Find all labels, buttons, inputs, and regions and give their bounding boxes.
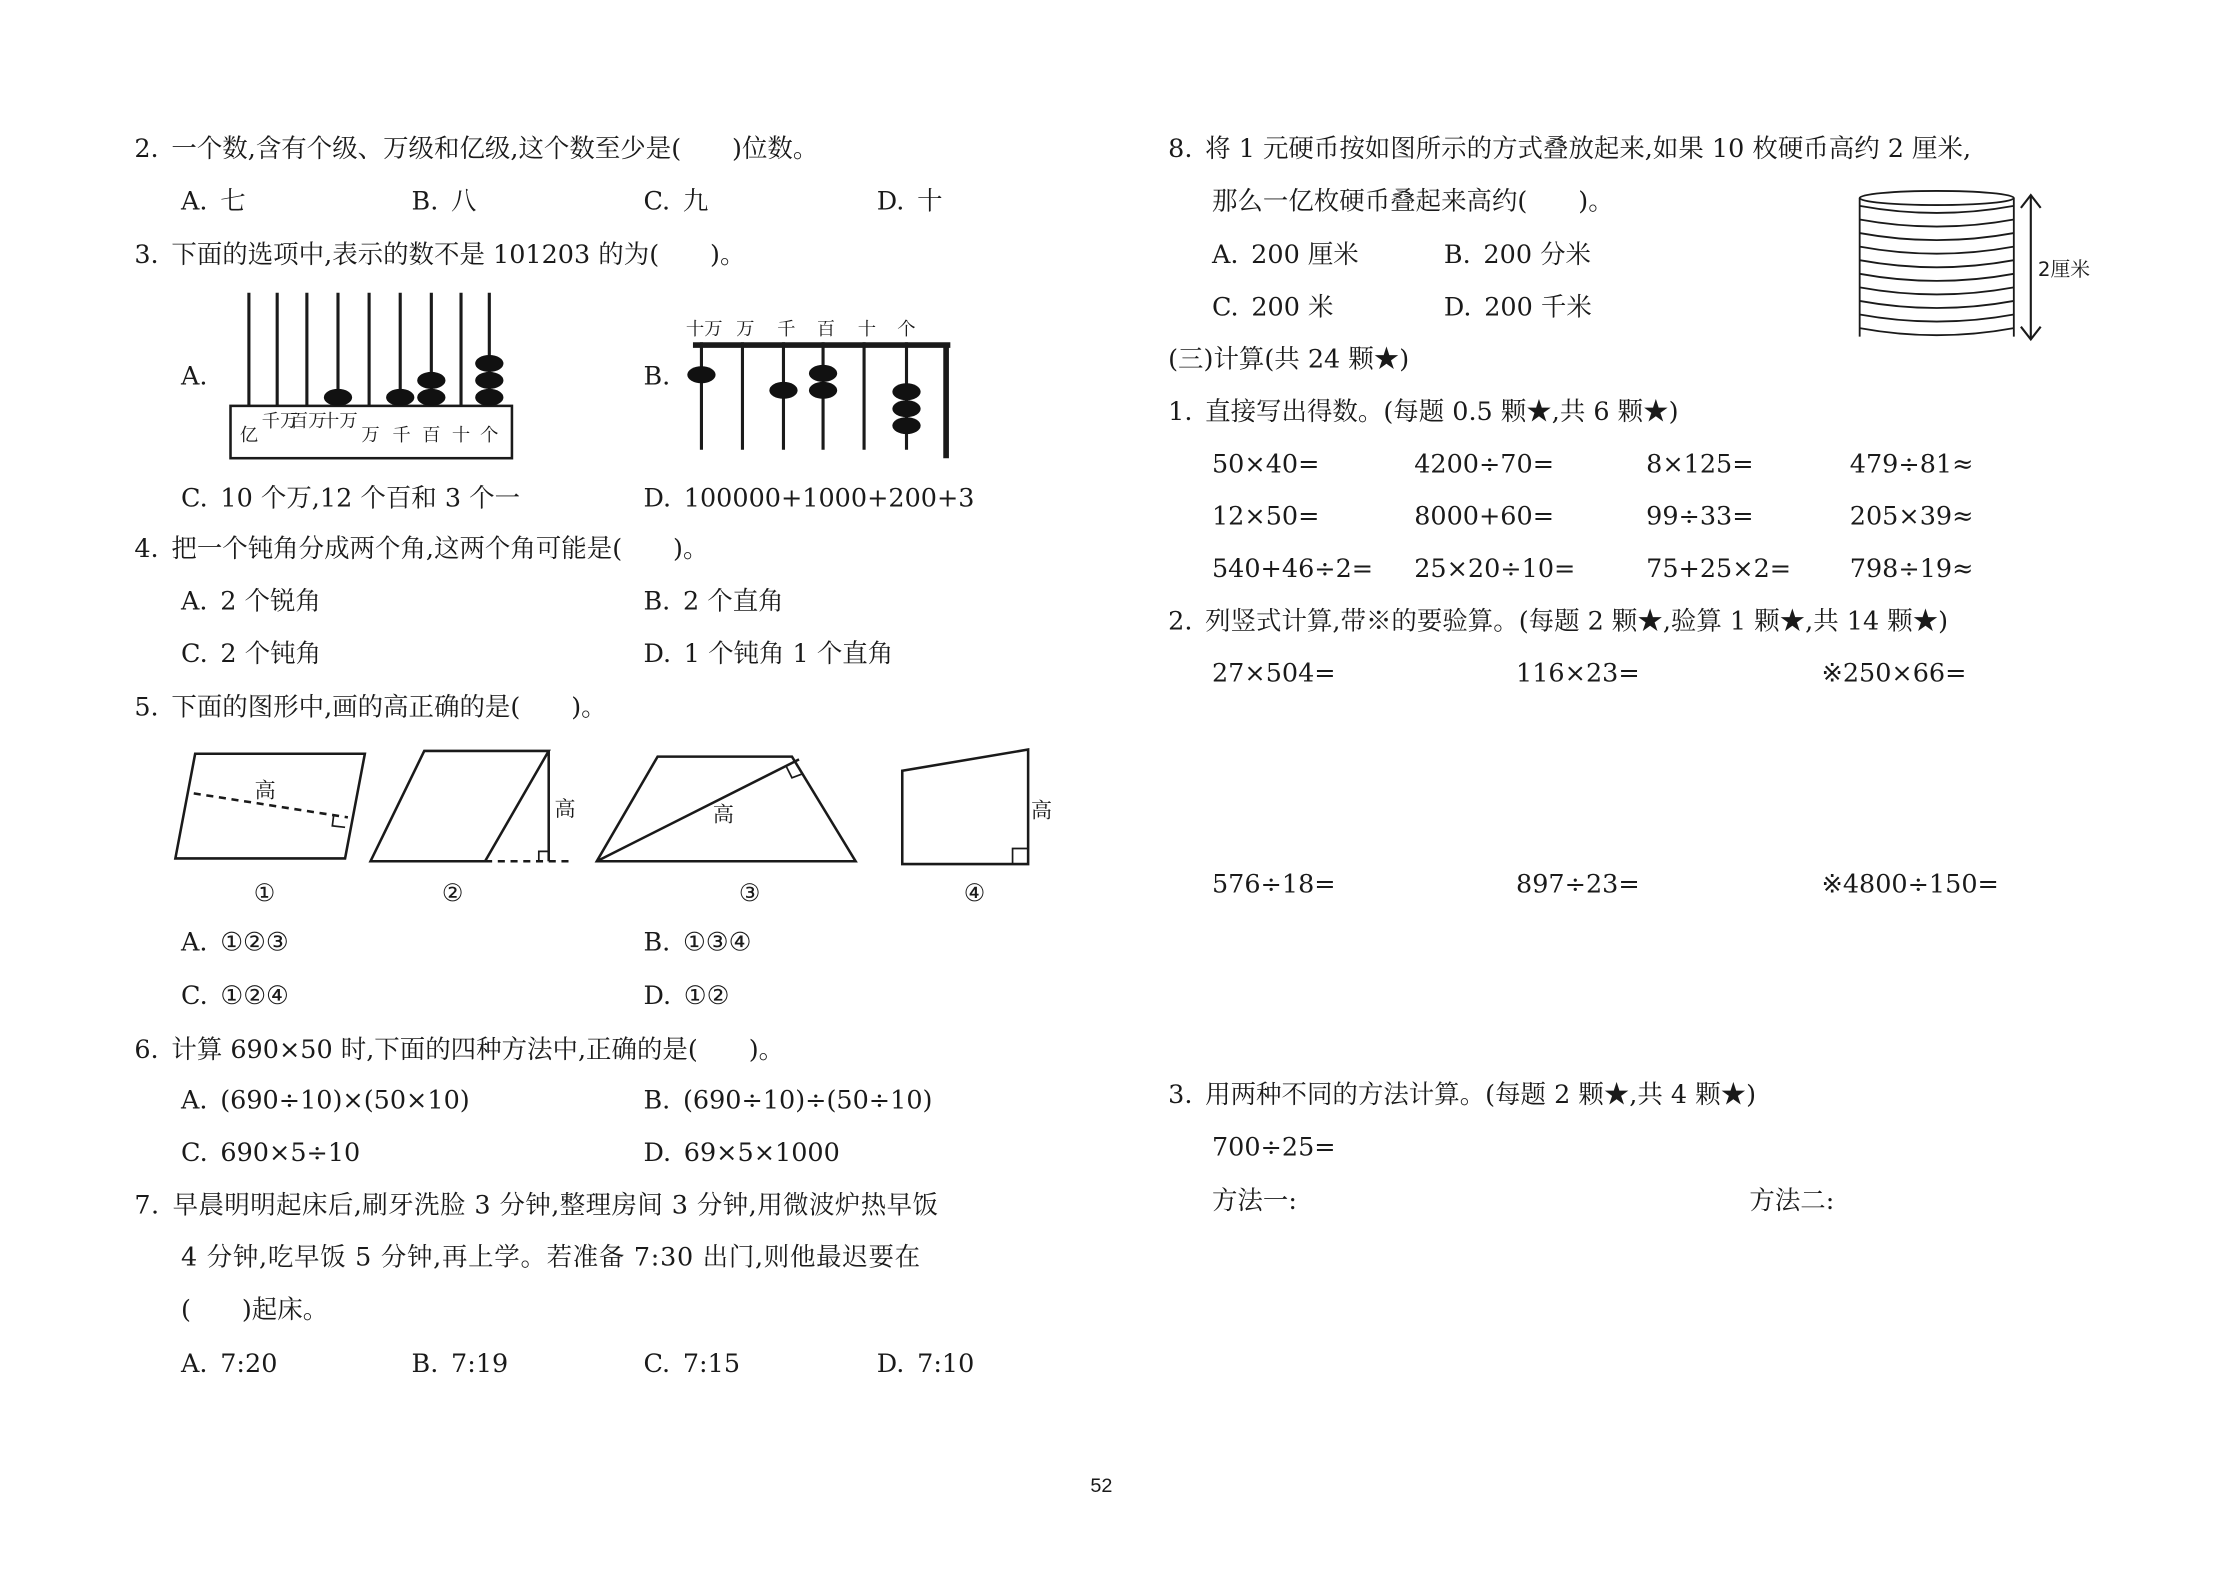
q5-stem: 5. 下面的图形中,画的高正确的是( )。 <box>134 692 607 723</box>
q2-option-c: C. 九 <box>643 186 709 217</box>
q5-shape1-number: ① <box>253 878 276 907</box>
q5-shape3-number: ③ <box>738 878 761 907</box>
coin-edge <box>1860 287 2014 294</box>
coin-edge <box>1860 328 2014 335</box>
oral-calc-item: 12×50= <box>1211 502 1320 532</box>
oral-calc-item: 25×20÷10= <box>1414 554 1576 585</box>
p3-method1-label: 方法一: <box>1211 1186 1297 1217</box>
abacus-b-unit-wan: 万 <box>736 319 755 341</box>
q6-option-d: D. 69×5×1000 <box>643 1138 840 1169</box>
q2-option-b: B. 八 <box>411 186 477 217</box>
section3-title: (三)计算(共 24 颗★) <box>1168 345 1410 375</box>
oral-calc-item: 8000+60= <box>1414 502 1555 532</box>
abacus-a-unit-qianwan: 千万 <box>261 411 299 433</box>
q7-option-d: D. 7:10 <box>876 1349 975 1379</box>
coin-edge <box>1860 260 2014 267</box>
oral-calc-item: 8×125= <box>1646 449 1754 480</box>
q4-stem: 4. 把一个钝角分成两个角,这两个角可能是( )。 <box>134 534 709 565</box>
abacus-b-unit-bai: 百 <box>816 319 836 341</box>
vertical-calc-item: 116×23= <box>1516 659 1640 689</box>
q7-line1: 7. 早晨明明起床后,刷牙洗脸 3 分钟,整理房间 3 分钟,用微波炉热早饭 <box>134 1190 939 1221</box>
abacus-b-figure <box>686 290 969 467</box>
q8-option-a: A. 200 厘米 <box>1211 240 1359 271</box>
q8-option-b: B. 200 分米 <box>1443 240 1592 271</box>
oral-calc-item: 75+25×2= <box>1646 554 1792 585</box>
p3-method2-label: 方法二: <box>1749 1186 1835 1217</box>
q7-line3: ( )起床。 <box>181 1295 329 1326</box>
q3-option-d: D. 100000+1000+200+3 <box>643 483 975 514</box>
q5-shape3-height-label: 高 <box>712 802 734 828</box>
abacus-a-unit-shiwan: 十万 <box>321 411 358 433</box>
q8-option-c: C. 200 米 <box>1211 292 1334 323</box>
oral-calc-item: 205×39≈ <box>1849 502 1974 532</box>
q3-stem: 3. 下面的选项中,表示的数不是 101203 的为( )。 <box>134 240 746 271</box>
q3-option-c: C. 10 个万,12 个百和 3 个一 <box>181 483 521 514</box>
q7-option-a: A. 7:20 <box>181 1349 278 1379</box>
abacus-b-unit-shiwan: 十万 <box>685 319 723 341</box>
q8-option-d: D. 200 千米 <box>1443 292 1592 323</box>
vertical-calc-item: 27×504= <box>1211 659 1336 689</box>
q8-line2: 那么一亿枚硬币叠起来高约( )。 <box>1211 186 1614 217</box>
oral-calc-item: 99÷33= <box>1646 502 1754 532</box>
oral-calc-item: 479÷81≈ <box>1849 449 1974 480</box>
q7-option-b: B. 7:19 <box>411 1349 509 1379</box>
abacus-a-unit-qian: 千 <box>392 425 411 447</box>
coin-stack-figure <box>1846 181 2101 348</box>
q4-option-c: C. 2 个钝角 <box>181 639 322 669</box>
q6-stem: 6. 计算 690×50 时,下面的四种方法中,正确的是( )。 <box>134 1035 785 1065</box>
coin-edge <box>1860 301 2014 308</box>
p2-stem: 2. 列竖式计算,带※的要验算。(每题 2 颗★,验算 1 颗★,共 14 颗★) <box>1168 606 1949 637</box>
q5-shape4-number: ④ <box>963 878 986 907</box>
coin-height-label: 2厘米 <box>2037 257 2091 281</box>
q6-option-c: C. 690×5÷10 <box>181 1138 361 1169</box>
vertical-calc-item: ※4800÷150= <box>1821 869 1999 900</box>
q8-line1: 8. 将 1 元硬币按如图所示的方式叠放起来,如果 10 枚硬币高约 2 厘米, <box>1168 134 1972 165</box>
p3-stem: 3. 用两种不同的方法计算。(每题 2 颗★,共 4 颗★) <box>1168 1080 1757 1111</box>
abacus-a-figure <box>226 290 523 467</box>
vertical-calc-item: 576÷18= <box>1211 869 1336 900</box>
q4-option-b: B. 2 个直角 <box>643 586 784 617</box>
q2-stem: 2. 一个数,含有个级、万级和亿级,这个数至少是( )位数。 <box>134 134 819 165</box>
coin-edge <box>1860 233 2014 240</box>
oral-calc-item: 4200÷70= <box>1414 449 1555 480</box>
oral-calc-item: 50×40= <box>1211 449 1320 480</box>
abacus-a-unit-ge: 个 <box>480 425 499 447</box>
coin-edge <box>1860 247 2014 254</box>
abacus-b-unit-qian: 千 <box>777 319 796 341</box>
coin-edge <box>1860 219 2014 226</box>
coin-edge <box>1860 274 2014 281</box>
q5-option-c: C. ①②④ <box>181 981 289 1012</box>
coin-edge <box>1860 315 2014 322</box>
q5-option-b: B. ①③④ <box>643 927 752 958</box>
abacus-b-unit-shi: 十 <box>857 319 877 341</box>
q3-label-b: B. <box>643 362 671 392</box>
abacus-b-unit-ge: 个 <box>897 319 916 341</box>
q5-shape4-height-label: 高 <box>1030 798 1053 824</box>
q2-option-a: A. 七 <box>181 186 246 217</box>
abacus-a-unit-wan: 万 <box>361 425 380 447</box>
q5-shape2-height-label: 高 <box>554 796 576 822</box>
q7-option-c: C. 7:15 <box>643 1349 741 1379</box>
q4-option-d: D. 1 个钝角 1 个直角 <box>643 639 894 669</box>
q5-option-a: A. ①②③ <box>181 927 289 958</box>
q5-option-d: D. ①② <box>643 981 730 1012</box>
p1-stem: 1. 直接写出得数。(每题 0.5 颗★,共 6 颗★) <box>1168 397 1679 428</box>
q6-option-b: B. (690÷10)÷(50÷10) <box>643 1086 933 1116</box>
coin-top <box>1860 191 2014 205</box>
vertical-calc-item: 897÷23= <box>1516 869 1640 900</box>
q3-label-a: A. <box>181 362 208 392</box>
oral-calc-item: 798÷19≈ <box>1849 554 1974 585</box>
page-number: 52 <box>1090 1473 1113 1497</box>
coin-edge <box>1860 206 2014 213</box>
abacus-a-unit-shi: 十 <box>451 425 471 447</box>
vertical-calc-item: ※250×66= <box>1821 659 1967 689</box>
q6-option-a: A. (690÷10)×(50×10) <box>181 1086 470 1116</box>
q5-shape1-height-label: 高 <box>254 778 276 804</box>
p3-expression: 700÷25= <box>1211 1132 1336 1163</box>
q5-shape2-number: ② <box>441 878 464 907</box>
q7-line2: 4 分钟,吃早饭 5 分钟,再上学。若准备 7:30 出门,则他最迟要在 <box>181 1243 921 1273</box>
abacus-a-unit-baiwan: 百万 <box>289 411 327 433</box>
q4-option-a: A. 2 个锐角 <box>181 586 321 617</box>
oral-calc-item: 540+46÷2= <box>1211 554 1374 585</box>
abacus-a-unit-bai: 百 <box>422 425 441 447</box>
q2-option-d: D. 十 <box>876 186 943 217</box>
q5-shapes-figure <box>170 742 1061 912</box>
abacus-a-unit-yi: 亿 <box>239 425 259 447</box>
